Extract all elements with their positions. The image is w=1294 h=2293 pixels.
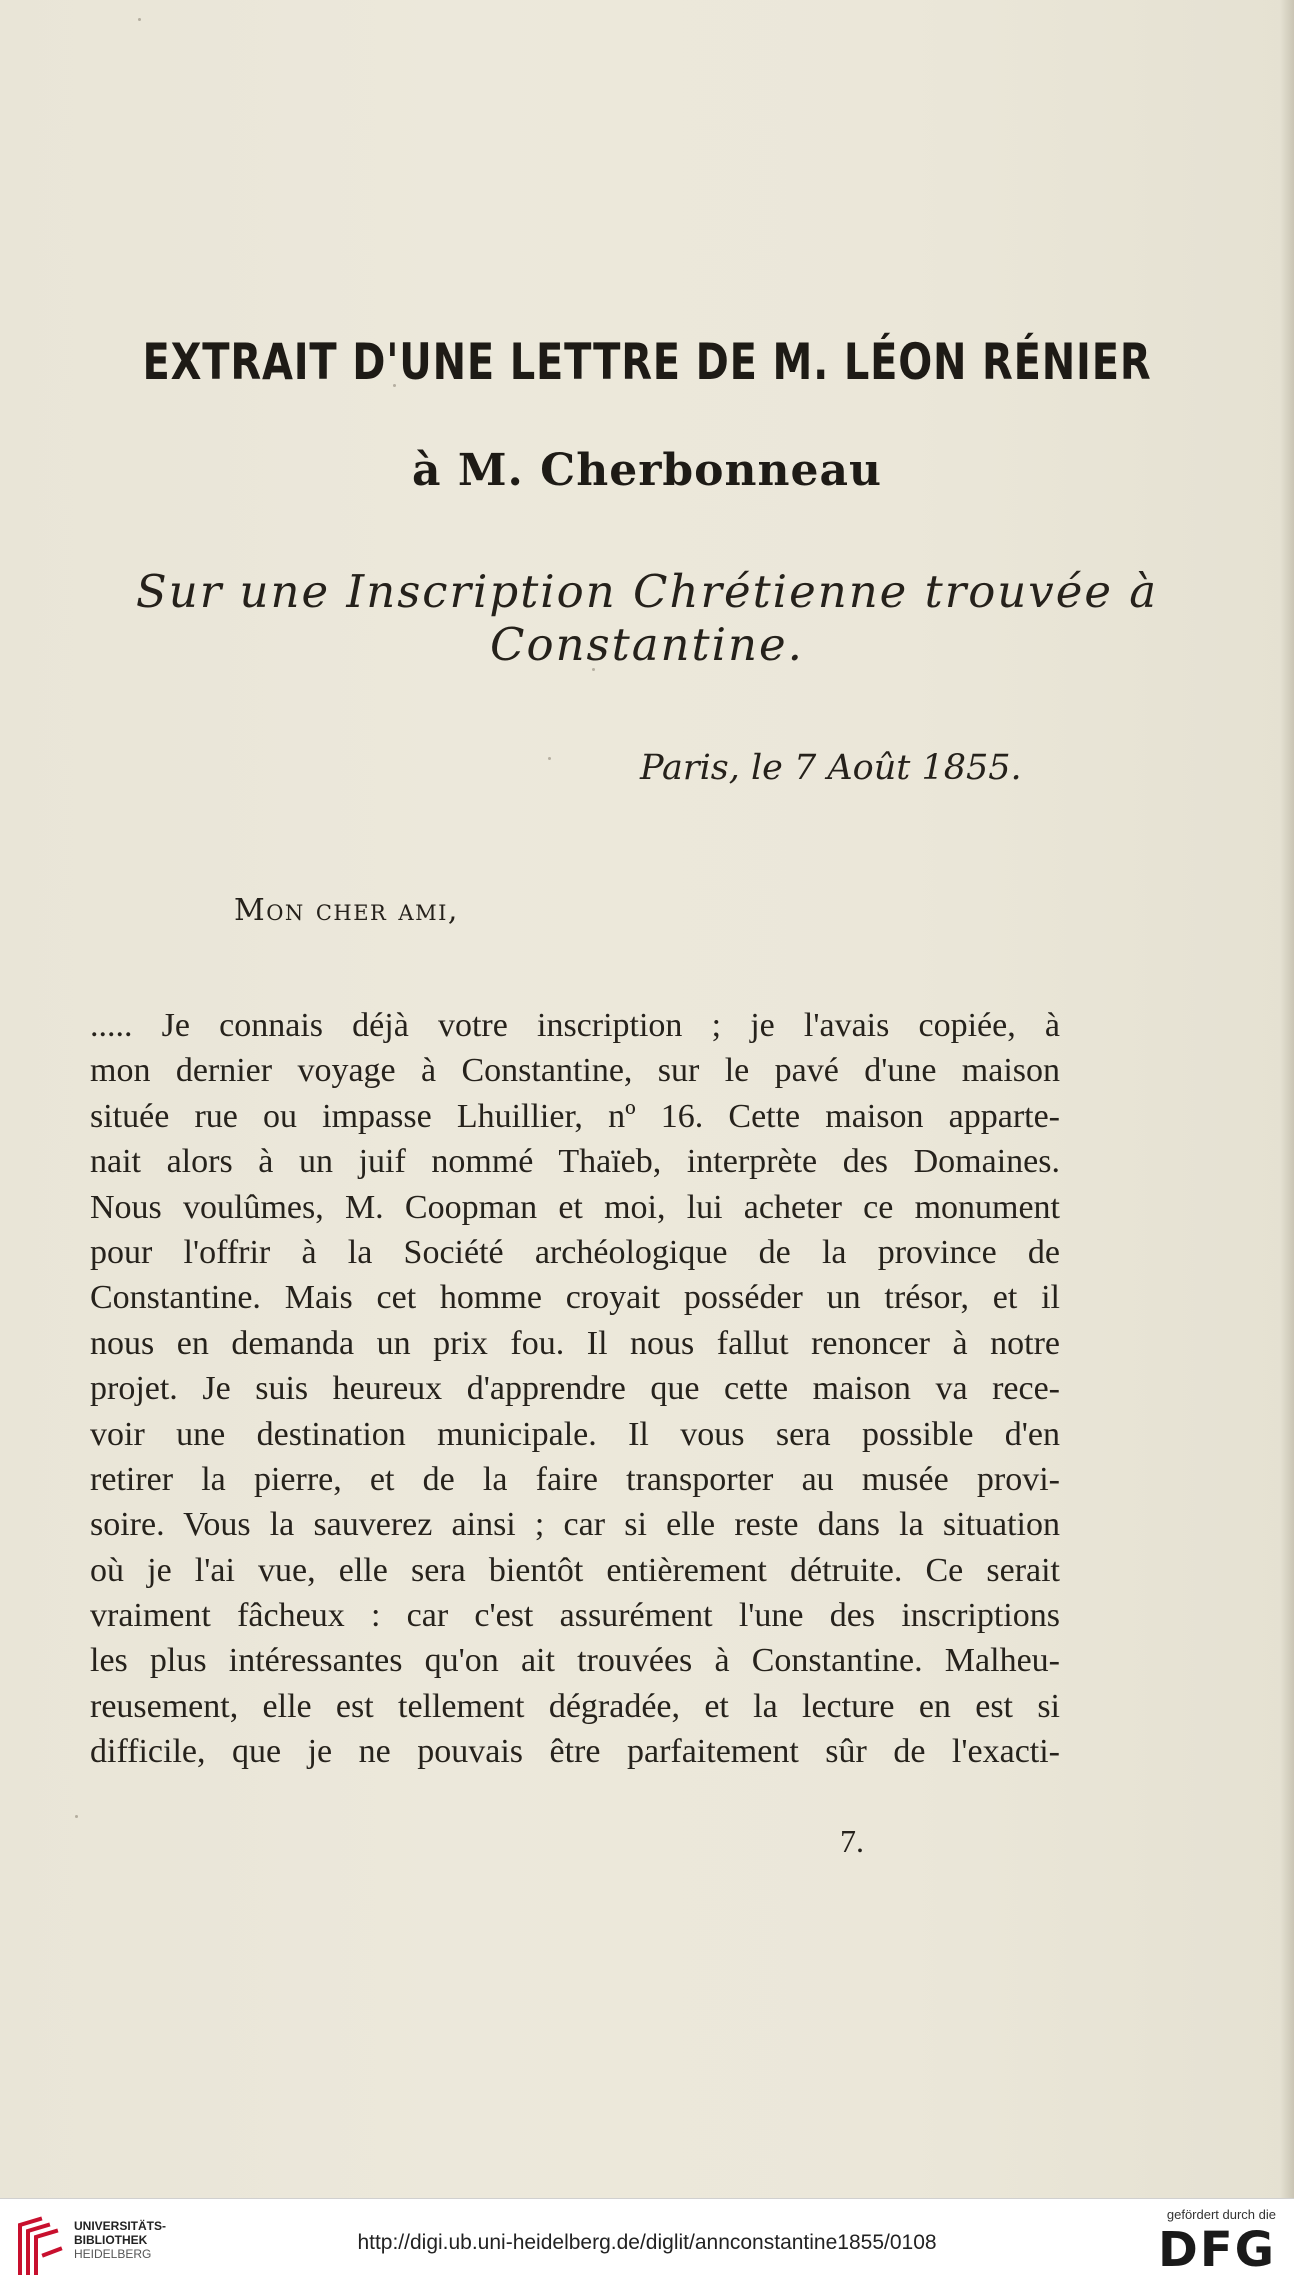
body-line: pour l'offrir à la Société archéologique de la province de <box>90 1233 1060 1271</box>
letter-dateline: Paris, le 7 Août 1855. <box>640 748 1022 788</box>
body-line: soire. Vous la sauverez ainsi ; car si elle reste dans la situation <box>90 1506 1060 1544</box>
viewer-footer <box>0 2198 1294 2293</box>
body-line: projet. Je suis heureux d'apprendre que cette maison va rece- <box>90 1370 1060 1408</box>
body-line: située rue ou impasse Lhuillier, nº 16. Cette maison apparte- <box>90 1097 1060 1135</box>
addressee-line: à M. Cherbonneau <box>412 445 882 496</box>
dfg-logo[interactable]: DFG <box>1157 2222 1276 2278</box>
body-line: où je l'ai vue, elle sera bientôt entièrement détruite. Ce serait <box>90 1551 1060 1589</box>
body-line: Constantine. Mais cet homme croyait posséder un trésor, et il <box>90 1279 1060 1317</box>
document-subtitle: Sur une Inscription Chrétienne trouvée à Constantine. <box>135 565 1159 671</box>
body-line: difficile, que je ne pouvais être parfaitement sûr de l'exacti- <box>90 1733 1060 1771</box>
letter-body <box>90 1003 1060 1775</box>
body-line: Nous voulûmes, M. Coopman et moi, lui acheter ce monument <box>90 1188 1060 1226</box>
body-line: nait alors à un juif nommé Thaïeb, interprète des Domaines. <box>90 1143 1060 1181</box>
body-line: les plus intéressantes qu'on ait trouvées à Constantine. Malheu- <box>90 1642 1060 1680</box>
paper-speck <box>75 1815 78 1818</box>
body-line: ..... Je connais déjà votre inscription ; je l'avais copiée, à <box>90 1007 1060 1044</box>
funding-label: gefördert durch die <box>1166 2207 1276 2222</box>
library-name-line: UNIVERSITÄTS- <box>74 2219 167 2233</box>
permalink-url[interactable]: http://digi.ub.uni-heidelberg.de/diglit/annconstantine1855/0108 <box>357 2231 937 2254</box>
paper-speck <box>138 18 141 21</box>
body-line: reusement, elle est tellement dégradée, et la lecture en est si <box>90 1687 1060 1725</box>
body-line: vraiment fâcheux : car c'est assurément l'une des inscriptions <box>90 1597 1060 1635</box>
body-line: mon dernier voyage à Constantine, sur le pavé d'une maison <box>90 1052 1060 1090</box>
body-line: nous en demanda un prix fou. Il nous fallut renoncer à notre <box>90 1324 1060 1362</box>
funding-notice <box>1136 2207 1276 2276</box>
body-line: voir une destination municipale. Il vous sera possible d'en <box>90 1415 1060 1453</box>
library-name-line: HEIDELBERG <box>74 2247 152 2261</box>
page-spine-shadow <box>1280 0 1294 2198</box>
document-title: EXTRAIT D'UNE LETTRE DE M. LÉON RÉNIER <box>142 333 1152 391</box>
paper-speck <box>548 757 551 760</box>
letter-salutation: Mon cher ami, <box>234 893 459 928</box>
library-name-line: BIBLIOTHEK <box>74 2233 148 2247</box>
body-line: retirer la pierre, et de la faire transporter au musée provi- <box>90 1460 1060 1498</box>
page-number: 7. <box>840 1823 864 1859</box>
